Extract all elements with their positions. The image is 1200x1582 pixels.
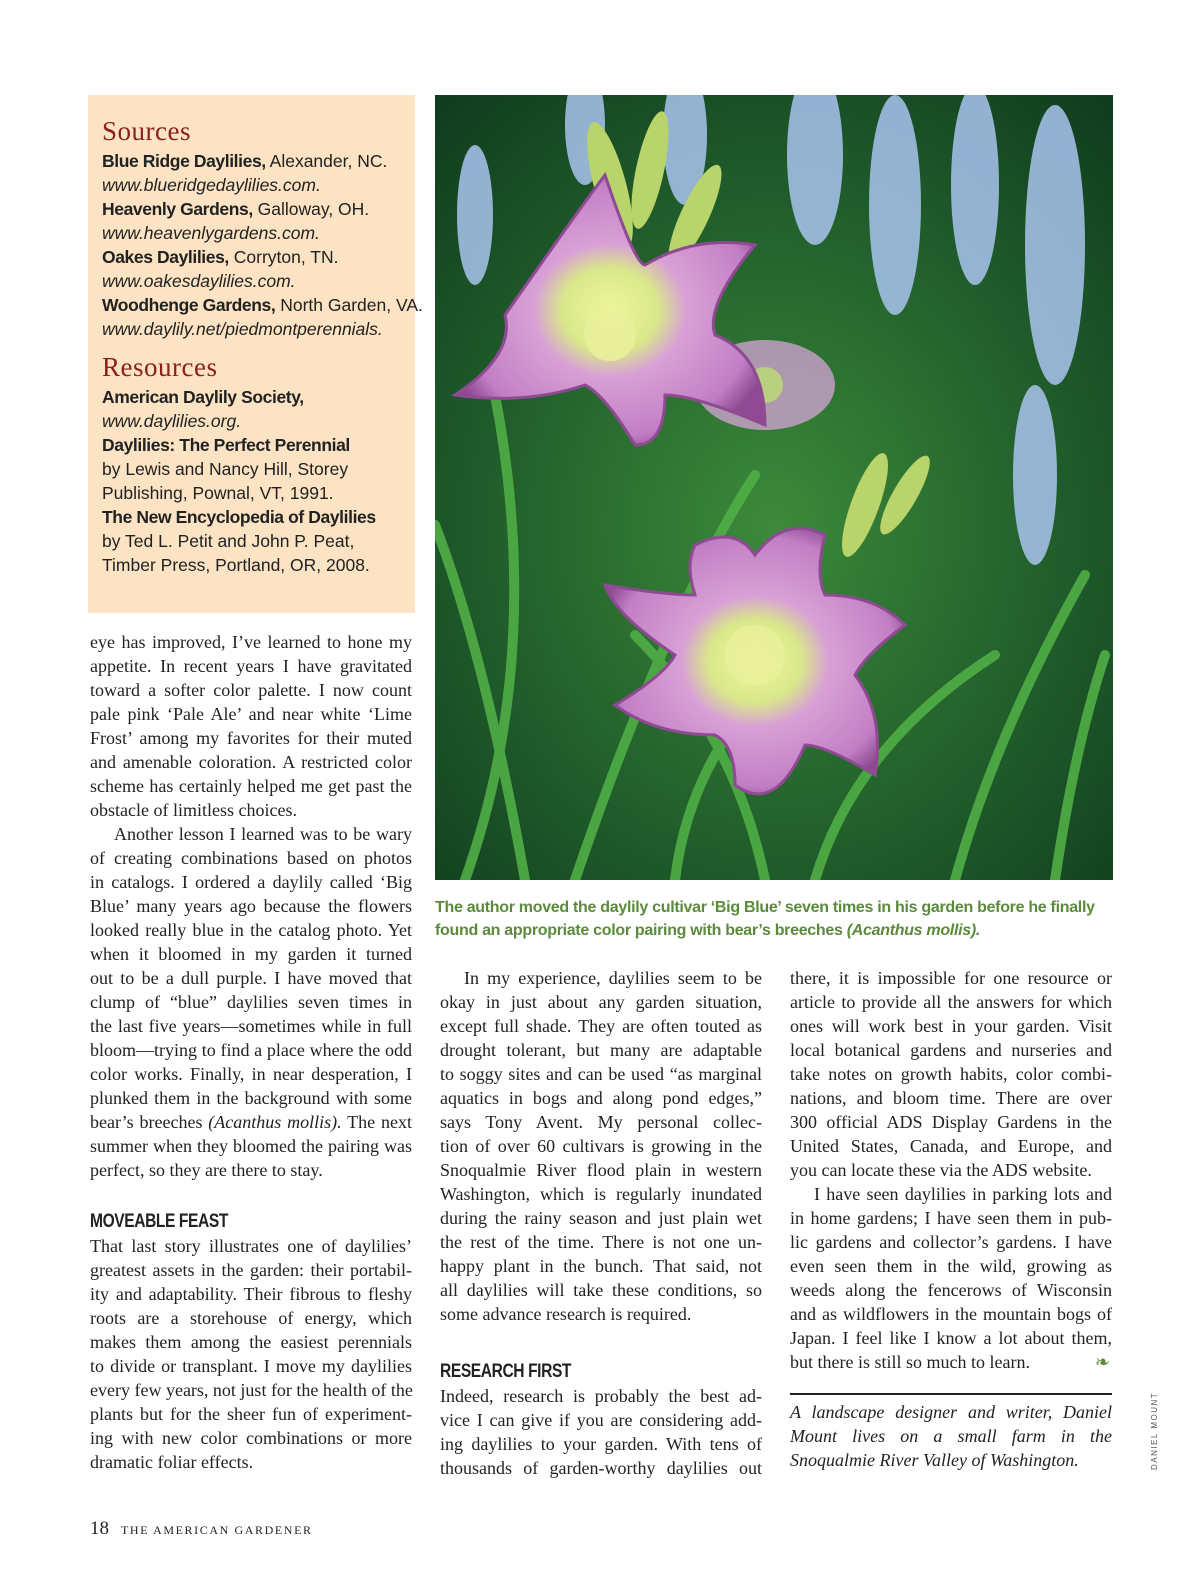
- photo-caption: [435, 896, 1115, 942]
- text-line: the rest of the time. There is not one un-: [440, 1232, 762, 1252]
- text-line: weeds along the fencerows of Wisconsin: [790, 1280, 1112, 1300]
- text-line: ing with new color combinations or more: [90, 1428, 412, 1448]
- text-line: plants but for the sheer fun of experiment-: [90, 1404, 412, 1424]
- text-line: every few years, not just for the health of the: [90, 1380, 413, 1400]
- text-line: to soggy sites and can be used “as marginal: [440, 1064, 762, 1084]
- text-line: eye has improved, I’ve learned to hone my: [90, 632, 412, 652]
- text-line: there, it is impossible for one resource or: [790, 968, 1112, 988]
- source-location: Galloway, OH.: [252, 199, 370, 219]
- text-line: tion of over 60 cultivars is growing in the: [440, 1136, 762, 1156]
- article-column-2: [440, 966, 762, 1480]
- text-line: I have seen daylilies in parking lots and: [814, 1184, 1112, 1204]
- text-line: you can locate these via the ADS website.: [790, 1160, 1092, 1180]
- publication-name: THE AMERICAN GARDENER: [121, 1523, 313, 1537]
- source-url[interactable]: www.daylily.net/piedmontperennials.: [102, 319, 383, 339]
- text-line: in home gardens; I have seen them in pub-: [790, 1208, 1112, 1228]
- caption-line: The author moved the daylily cultivar ‘Big Blue’ seven times in his garden before he finally: [435, 899, 1095, 916]
- subhead-research-first: RESEARCH FIRST: [440, 1361, 572, 1382]
- text-line: Another lesson I learned was to be wary: [114, 824, 412, 844]
- source-name: Heavenly Gardens,: [102, 199, 253, 219]
- resource-book-detail: Timber Press, Portland, OR, 2008.: [102, 555, 370, 575]
- text-line: roots are a storehouse of energy, which: [90, 1308, 412, 1328]
- text-line: happy plant in the bunch. That said, not: [440, 1256, 762, 1276]
- text-line: even seen them in the wild, growing as: [790, 1256, 1112, 1276]
- caption-text: found an appropriate color pairing with bear’s breeches: [435, 922, 847, 939]
- bio-line: Snoqualmie River Valley of Washington.: [790, 1450, 1079, 1470]
- article-column-1: [90, 630, 412, 1474]
- text-line: perfect, so they are there to stay.: [90, 1160, 323, 1180]
- text-line: [90, 1110, 412, 1134]
- text-line: when it bloomed in my garden it turned: [90, 944, 412, 964]
- page-footer: [90, 1518, 313, 1540]
- source-location: Alexander, NC.: [265, 151, 388, 171]
- text-line: thousands of garden-worthy daylilies out: [440, 1458, 762, 1478]
- resource-book-detail: by Lewis and Nancy Hill, Storey: [102, 459, 349, 479]
- resource-book-title: Daylilies: The Perfect Perennial: [102, 435, 350, 455]
- source-url[interactable]: www.blueridgedaylilies.com.: [102, 175, 321, 195]
- sources-heading: Sources: [102, 116, 191, 146]
- resource-name: American Daylily Society,: [102, 387, 304, 407]
- text-line: 300 official ADS Display Gardens in the: [790, 1112, 1112, 1132]
- bio-line: Mount lives on a small farm in the: [790, 1426, 1112, 1446]
- text-line: to divide or transplant. I move my daylilies: [90, 1356, 412, 1376]
- text-line: dramatic foliar effects.: [90, 1452, 254, 1472]
- source-location: North Garden, VA.: [275, 295, 423, 315]
- source-item: [102, 293, 423, 341]
- text-line: okay in just about any garden situation,: [440, 992, 762, 1012]
- text-line: ity and adaptability. Their fibrous to fleshy: [90, 1284, 412, 1304]
- text-line: Frost’ among my favorites for their muted: [90, 728, 412, 748]
- text-line: makes them among the easiest perennials: [90, 1332, 412, 1352]
- page-number: 18: [90, 1518, 109, 1539]
- text-line: Snoqualmie River flood plain in western: [440, 1160, 762, 1180]
- text-line: take notes on growth habits, color combi-: [790, 1064, 1112, 1084]
- source-url[interactable]: www.heavenlygardens.com.: [102, 223, 320, 243]
- text-line: Japan. I feel like I know a lot about them,: [790, 1328, 1112, 1348]
- source-name: Blue Ridge Daylilies,: [102, 151, 266, 171]
- bio-line: A landscape designer and writer, Daniel: [790, 1402, 1112, 1422]
- text-line: in catalogs. I ordered a daylily called ‘Big: [90, 872, 412, 892]
- text-line: article to provide all the answers for which: [790, 992, 1112, 1012]
- text-line: some advance research is required.: [440, 1304, 692, 1324]
- text-line: In my experience, daylilies seem to be: [464, 968, 762, 988]
- text-line: aquatics in bogs and along pond edges,”: [440, 1088, 762, 1108]
- text-line: scheme has certainly helped me get past the: [90, 776, 412, 796]
- text-line: except full shade. They are often touted as: [440, 1016, 762, 1036]
- resource-url[interactable]: www.daylilies.org.: [102, 411, 242, 431]
- text-line: and as wildflowers in the mountain bogs of: [790, 1304, 1112, 1324]
- text-line: That last story illustrates one of daylilies’: [90, 1236, 412, 1256]
- bio-divider: [790, 1393, 1112, 1395]
- text-line: ones will work best in your garden. Visit: [790, 1016, 1112, 1036]
- daylily-illustration: [435, 95, 1113, 880]
- text-line: Indeed, research is probably the best ad-: [440, 1386, 762, 1406]
- resource-book-title: The New Encyclopedia of Daylilies: [102, 507, 376, 527]
- text-line: clump of “blue” daylilies seven times in: [90, 992, 412, 1012]
- text-line: nations, and bloom time. There are over: [790, 1088, 1112, 1108]
- text-line: drought tolerant, but many are adaptable: [440, 1040, 762, 1060]
- text-line: the last five years—sometimes while in full: [90, 1016, 412, 1036]
- text-line: pale pink ‘Pale Ale’ and near white ‘Lime: [90, 704, 412, 724]
- article-column-3: [790, 966, 1112, 1374]
- text-line: ing daylilies to your garden. With tens of: [440, 1434, 762, 1454]
- source-item: [102, 197, 401, 245]
- source-name: Oakes Daylilies,: [102, 247, 229, 267]
- text-line: all daylilies will take these conditions, so: [440, 1280, 762, 1300]
- resource-book-detail: by Ted L. Petit and John P. Peat,: [102, 531, 355, 551]
- text-line: says Tony Avent. My personal collec-: [440, 1112, 762, 1132]
- photo-credit: DANIEL MOUNT: [1150, 1391, 1159, 1470]
- subhead-moveable-feast: MOVEABLE FEAST: [90, 1211, 228, 1232]
- text-line: lic gardens and collector’s gardens. I have: [790, 1232, 1112, 1252]
- text-line: [790, 1350, 1112, 1374]
- text-line: appetite. In recent years I have gravitated: [90, 656, 412, 676]
- daylily-photo: [435, 95, 1113, 880]
- resources-heading: Resources: [102, 352, 218, 382]
- resource-book-detail: Publishing, Pownal, VT, 1991.: [102, 483, 334, 503]
- end-mark-icon: ❧: [1094, 1352, 1110, 1372]
- text-line: color works. Finally, in near desperation, I: [90, 1064, 412, 1084]
- text-line: obstacle of limitless choices.: [90, 800, 297, 820]
- text-line: out to be a dull purple. I have moved that: [90, 968, 412, 988]
- text-line: plunked them in the background with some: [90, 1088, 412, 1108]
- source-item: [102, 245, 401, 293]
- caption-italic: (Acanthus mollis).: [846, 922, 981, 939]
- text-line: during the rainy season and just plain wet: [440, 1208, 762, 1228]
- caption-line: [435, 919, 1115, 942]
- source-location: Corryton, TN.: [228, 247, 339, 267]
- text-run: but there is still so much to learn.: [790, 1352, 1030, 1372]
- author-bio: [790, 1400, 1112, 1472]
- text-line: local botanical gardens and nurseries and: [790, 1040, 1112, 1060]
- text-line: summer when they bloomed the pairing was: [90, 1136, 412, 1156]
- sources-sidebar: [88, 95, 423, 613]
- text-line: greatest assets in the garden: their portabil-: [90, 1260, 412, 1280]
- text-line: United States, Canada, and Europe, and: [790, 1136, 1112, 1156]
- text-run: bear’s breeches: [90, 1112, 209, 1132]
- text-line: looked really blue in the catalog photo. Yet: [90, 920, 412, 940]
- text-line: and amenable coloration. A restricted color: [90, 752, 412, 772]
- source-url[interactable]: www.oakesdaylilies.com.: [102, 271, 296, 291]
- text-line: of creating combinations based on photos: [90, 848, 412, 868]
- text-line: vice I can give if you are considering add-: [440, 1410, 762, 1430]
- text-line: Washington, which is regularly inundated: [440, 1184, 762, 1204]
- text-line: bloom—trying to find a place where the odd: [90, 1040, 412, 1060]
- text-italic: (Acanthus mollis).: [208, 1112, 342, 1132]
- text-run: The next: [341, 1112, 412, 1132]
- text-line: toward a softer color palette. I now count: [90, 680, 412, 700]
- text-line: Blue’ many years ago because the flowers: [90, 896, 412, 916]
- source-item: [102, 149, 401, 197]
- source-name: Woodhenge Gardens,: [102, 295, 276, 315]
